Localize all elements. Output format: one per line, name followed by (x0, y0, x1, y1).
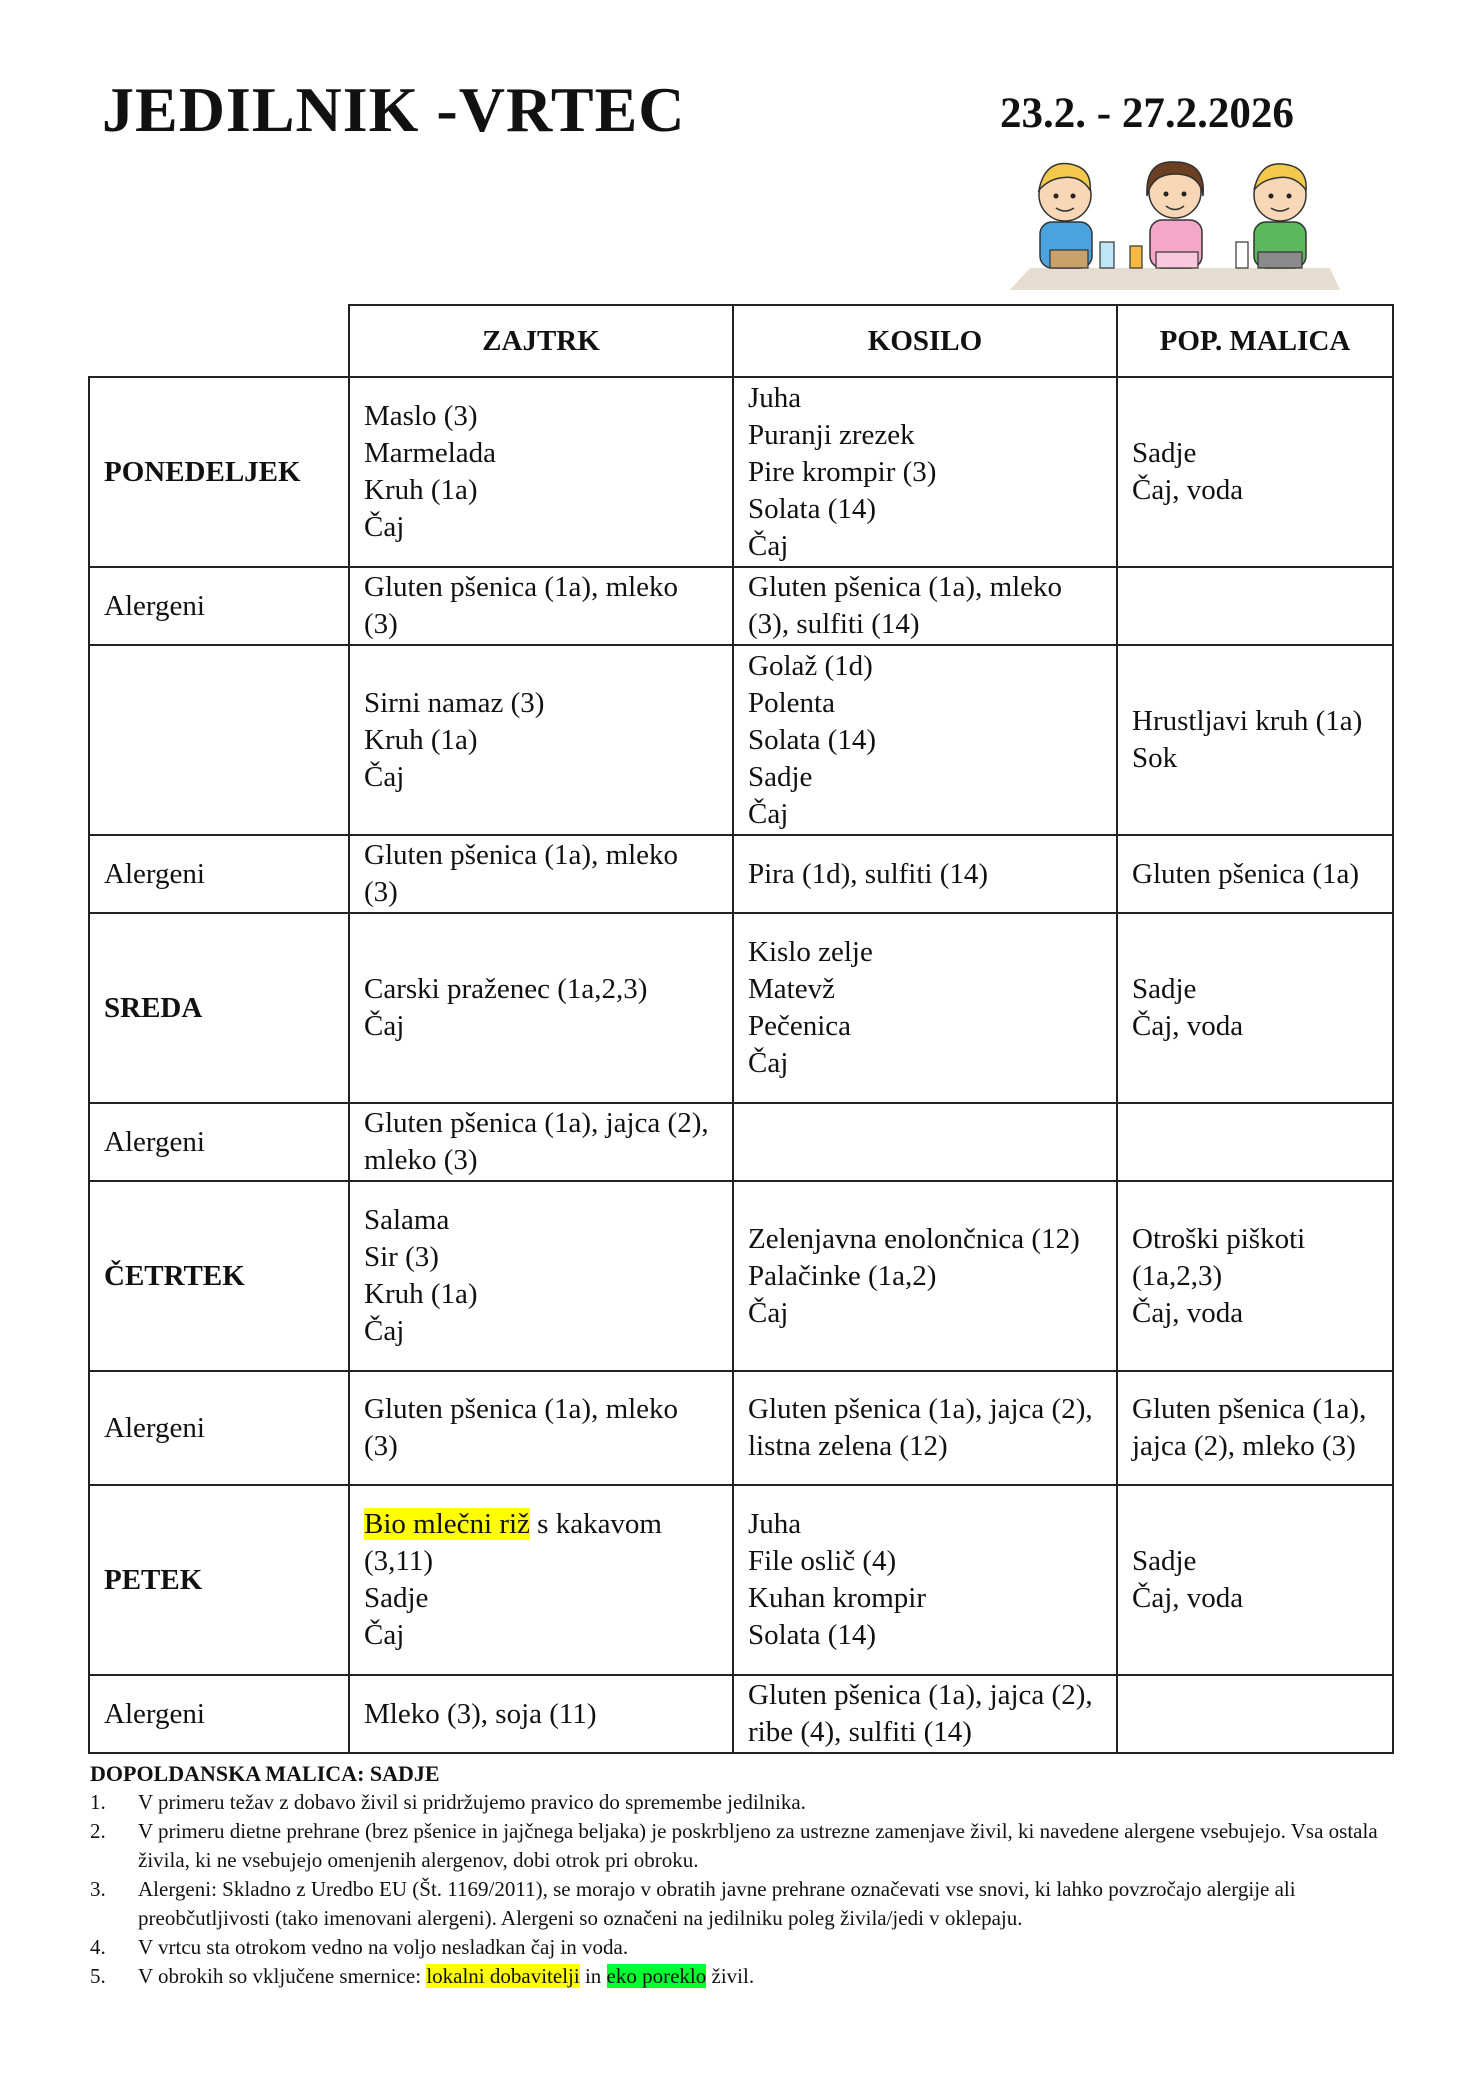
allergen-zajtrk: Gluten pšenica (1a), mleko (3) (364, 839, 679, 908)
menu-item: Čaj (748, 797, 789, 830)
corner-cell (89, 305, 349, 377)
children-eating-icon (1010, 150, 1340, 290)
header-row (89, 305, 1393, 377)
allergen-label: Alergeni (89, 1675, 349, 1753)
zajtrk-cell (349, 1181, 733, 1371)
menu-row (89, 913, 1393, 1103)
allergen-zajtrk: Mleko (3), soja (11) (364, 1697, 597, 1730)
allergen-kosilo: Pira (1d), sulfiti (14) (748, 857, 989, 890)
malica-cell (1117, 377, 1393, 567)
menu-item: Sok (1132, 742, 1178, 774)
menu-item: Kuhan krompir (748, 1582, 926, 1614)
menu-item: Kruh (1a) (364, 1278, 478, 1310)
menu-item: Kislo zelje (748, 936, 873, 968)
menu-item: Čaj, voda (1132, 1010, 1244, 1042)
menu-row (89, 1485, 1393, 1675)
menu-item: Juha (748, 1508, 802, 1540)
menu-item: Solata (14) (748, 492, 877, 525)
highlight-eco-origin: eko poreklo (606, 1964, 707, 1988)
allergen-label: Alergeni (89, 1103, 349, 1181)
menu-item: Bio mlečni riž s kakavom (3,11) (364, 1508, 662, 1577)
menu-item: Carski praženec (1a,2,3) (364, 973, 648, 1005)
menu-item: Otroški piškoti (1a,2,3) (1132, 1222, 1306, 1292)
note-item: 1. V primeru težav z dobavo živil si pridržujemo pravico do spremembe jedilnika. (90, 1790, 806, 1814)
allergen-zajtrk: Gluten pšenica (1a), mleko (3) (364, 1393, 679, 1462)
allergen-row (89, 1371, 1393, 1485)
day-label: SREDA (89, 913, 349, 1103)
menu-item: Golaž (1d) (748, 649, 873, 682)
allergen-zajtrk: Gluten pšenica (1a), mleko (3) (364, 571, 679, 640)
menu-item: Juha (748, 381, 802, 414)
menu-item: Puranji zrezek (748, 418, 915, 451)
zajtrk-cell (349, 645, 733, 835)
menu-item: Matevž (748, 973, 835, 1005)
highlight-local-suppliers: lokalni dobavitelji (426, 1964, 580, 1988)
malica-cell (1117, 645, 1393, 835)
allergen-kosilo: Gluten pšenica (1a), jajca (2), ribe (4), sulfiti (14) (748, 1679, 1093, 1748)
menu-item: Sirni namaz (3) (364, 686, 545, 719)
footnotes (90, 1760, 1400, 1991)
menu-item: Sadje (1132, 1545, 1197, 1577)
menu-item: Sadje (748, 760, 813, 793)
menu-item: Sadje (1132, 973, 1197, 1005)
note-item: 2. V primeru dietne prehrane (brez pšenice in jajčnega beljaka) je poskrbljeno za ustrezne zamenjave živil, ki navedene alergene vsebujejo. Vsa ostala živila, ki ne vsebujejo omenjenih alergenov, dobi otrok pri obroku. (90, 1819, 1378, 1872)
zajtrk-cell (349, 377, 733, 567)
notes-list (90, 1788, 1400, 1991)
menu-item: Čaj (364, 1010, 405, 1042)
highlighted-item: Bio mlečni riž (364, 1508, 530, 1540)
menu-item: Čaj (748, 529, 789, 562)
menu-item: Zelenjavna enolončnica (12) (748, 1222, 1080, 1255)
day-label: PONEDELJEK (89, 377, 349, 567)
column-header-kosilo: KOSILO (733, 305, 1117, 377)
menu-item: Pečenica (748, 1010, 852, 1042)
zajtrk-cell (349, 913, 733, 1103)
menu-item: Čaj (364, 1619, 405, 1651)
allergen-label: Alergeni (89, 567, 349, 645)
menu-item: Polenta (748, 686, 835, 719)
menu-item: Čaj, voda (1132, 474, 1244, 506)
date-range: 23.2. - 27.2.2026 (1000, 90, 1294, 137)
day-label (89, 645, 349, 835)
allergen-row (89, 567, 1393, 645)
allergen-label: Alergeni (89, 1371, 349, 1485)
allergen-row (89, 1675, 1393, 1753)
allergen-kosilo: Gluten pšenica (1a), mleko (3), sulfiti (14) (748, 571, 1063, 640)
menu-item: Čaj (748, 1296, 789, 1329)
malica-cell (1117, 1181, 1393, 1371)
menu-item: Sadje (364, 1582, 429, 1614)
note-item: 4. V vrtcu sta otrokom vedno na voljo nesladkan čaj in voda. (90, 1935, 629, 1959)
menu-item: Sadje (1132, 437, 1197, 469)
kosilo-cell (733, 1485, 1117, 1675)
allergen-label: Alergeni (89, 835, 349, 913)
allergen-kosilo: Gluten pšenica (1a), jajca (2), listna zelena (12) (748, 1393, 1093, 1462)
kosilo-cell (733, 377, 1117, 567)
menu-item: Čaj, voda (1132, 1582, 1244, 1614)
menu-table (88, 304, 1394, 1754)
menu-item: Pire krompir (3) (748, 455, 937, 488)
column-header-pop-malica: POP. MALICA (1117, 305, 1393, 377)
menu-row (89, 1181, 1393, 1371)
menu-item: Hrustljavi kruh (1a) (1132, 705, 1363, 737)
menu-item: Maslo (3) (364, 400, 478, 432)
menu-item: Kruh (1a) (364, 474, 478, 506)
menu-item: Solata (14) (748, 723, 877, 756)
menu-item: Salama (364, 1204, 450, 1236)
kosilo-cell (733, 913, 1117, 1103)
menu-item: Čaj (364, 760, 405, 793)
menu-item: Solata (14) (748, 1619, 877, 1651)
kosilo-cell (733, 1181, 1117, 1371)
malica-cell (1117, 1485, 1393, 1675)
menu-item: Marmelada (364, 437, 497, 469)
allergen-zajtrk: Gluten pšenica (1a), jajca (2), mleko (3) (364, 1107, 709, 1176)
menu-item: Palačinke (1a,2) (748, 1259, 937, 1292)
note-item: 3. Alergeni: Skladno z Uredbo EU (Št. 1169/2011), se morajo v obratih javne prehrane označevati vse snovi, ki lahko povzročajo alergije ali preobčutljivosti (tako imenovani alergeni). Alergeni so označeni na jedilniku poleg živila/jedi v oklepaju. (90, 1877, 1296, 1930)
notes-heading: DOPOLDANSKA MALICA: SADJE (90, 1761, 440, 1786)
menu-item: Čaj, voda (1132, 1296, 1244, 1329)
menu-item: Čaj (364, 511, 405, 543)
zajtrk-cell (349, 1485, 733, 1675)
allergen-malica: Gluten pšenica (1a) (1132, 857, 1360, 890)
allergen-malica: Gluten pšenica (1a), jajca (2), mleko (3) (1132, 1393, 1367, 1462)
allergen-row (89, 1103, 1393, 1181)
day-label: PETEK (89, 1485, 349, 1675)
menu-item: Sir (3) (364, 1241, 439, 1273)
malica-cell (1117, 913, 1393, 1103)
menu-item: Čaj (364, 1315, 405, 1347)
menu-row (89, 645, 1393, 835)
menu-row (89, 377, 1393, 567)
menu-item: File oslič (4) (748, 1545, 897, 1577)
note-item: 5. V obrokih so vključene smernice: lokalni dobavitelji in eko poreklo živil. (90, 1964, 755, 1988)
column-header-zajtrk: ZAJTRK (349, 305, 733, 377)
kosilo-cell (733, 645, 1117, 835)
page-title: JEDILNIK -VRTEC (102, 74, 686, 145)
menu-item: Kruh (1a) (364, 723, 478, 756)
menu-item: Čaj (748, 1047, 789, 1079)
day-label: ČETRTEK (89, 1181, 349, 1371)
allergen-row (89, 835, 1393, 913)
